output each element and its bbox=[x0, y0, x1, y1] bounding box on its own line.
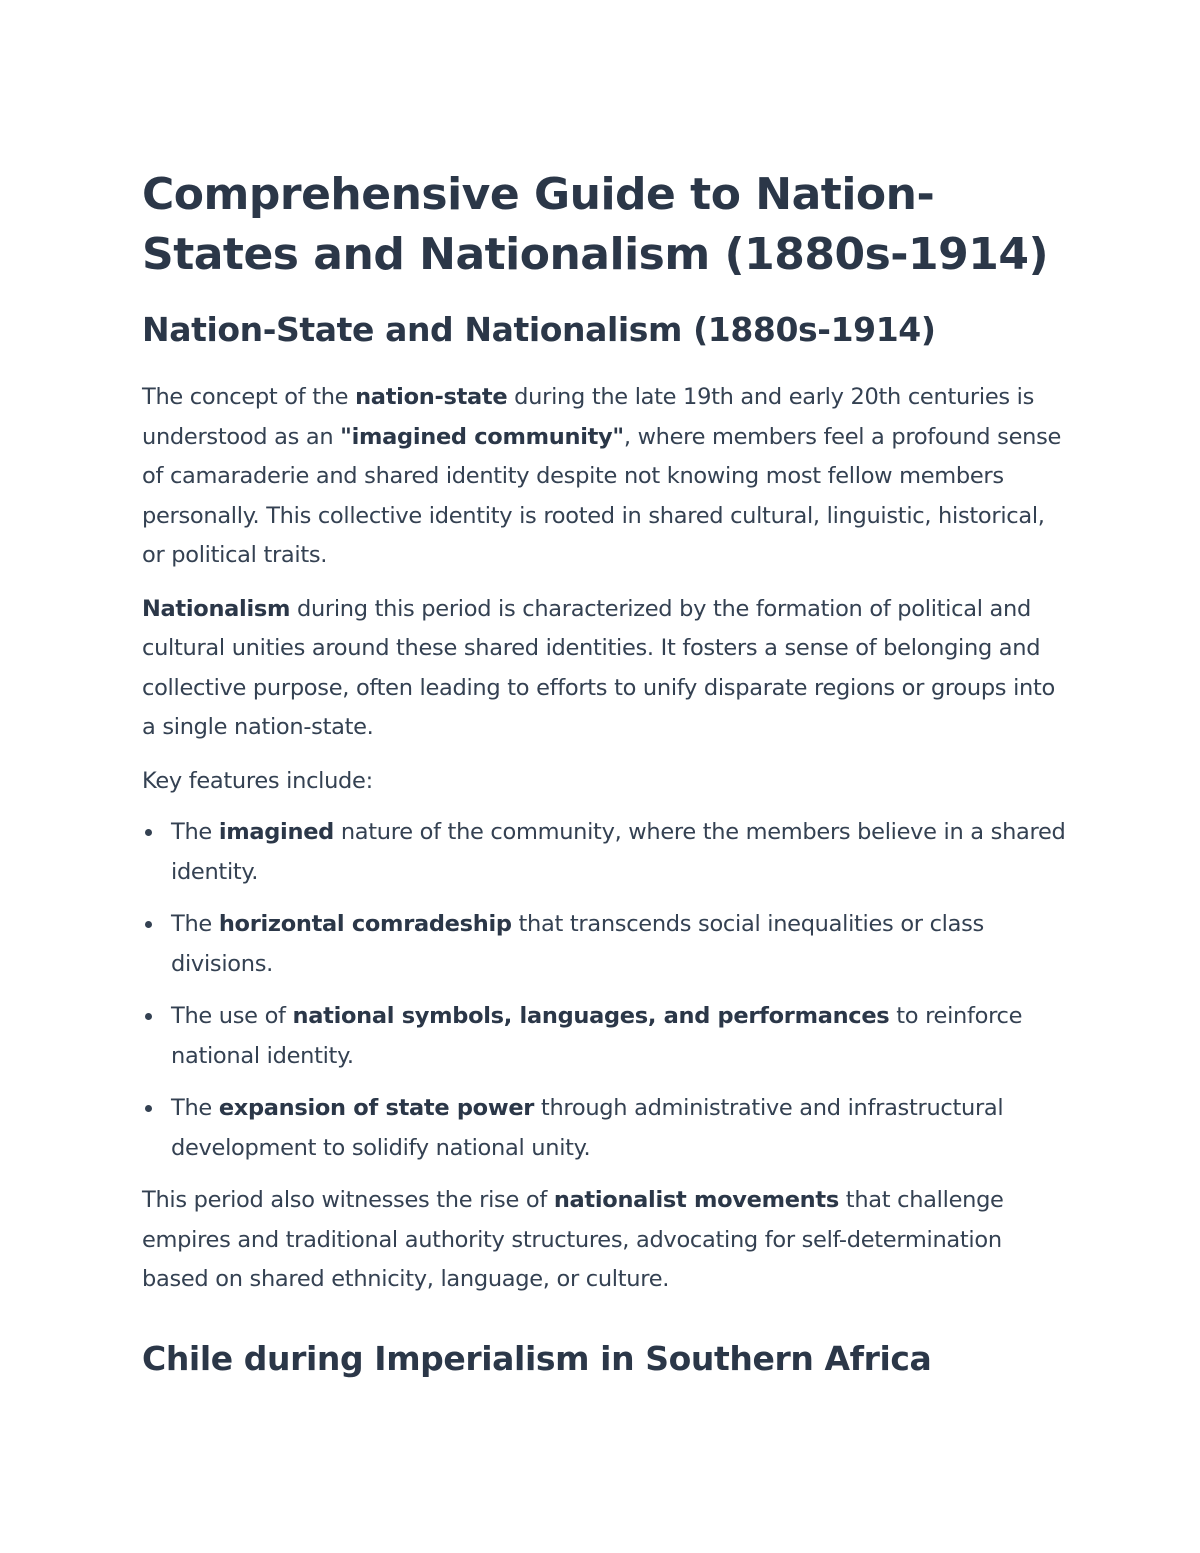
feature-text: through administrative and infrastructural development to solidify national unity. bbox=[171, 1095, 1004, 1161]
nationalism-paragraph bbox=[142, 590, 1067, 748]
list-item bbox=[142, 997, 1067, 1076]
intro-paragraph bbox=[142, 378, 1067, 576]
intro-text-1: The concept of the bbox=[142, 384, 356, 410]
bullet-icon bbox=[145, 1105, 152, 1112]
closing-text-2: that challenge empires and traditional authority structures, advocating for self-determination based on shared ethnicity, language, or culture. bbox=[142, 1187, 1004, 1292]
feature-text: The bbox=[171, 1095, 219, 1121]
feature-text: to reinforce national identity. bbox=[171, 1003, 1023, 1069]
document-title: Comprehensive Guide to Nation-States and Nationalism (1880s-1914) bbox=[142, 169, 1049, 280]
nationalism-text: during this period is characterized by the formation of political and cultural unities around these shared identities. It fosters a sense of belonging and collective purpose, often leading to efforts to unify disparate regions or groups into a single nation-state. bbox=[142, 595, 1055, 740]
list-item bbox=[142, 1089, 1067, 1168]
feature-bold: national symbols, languages, and performances bbox=[292, 1003, 890, 1029]
list-item bbox=[142, 813, 1067, 892]
key-features-label: Key features include: bbox=[142, 767, 373, 794]
closing-text-1: This period also witnesses the rise of bbox=[142, 1187, 554, 1213]
feature-text: The bbox=[171, 911, 219, 937]
nationalism-bold: Nationalism bbox=[142, 595, 291, 622]
feature-bold: expansion of state power bbox=[218, 1095, 535, 1121]
section-heading-chile: Chile during Imperialism in Southern Africa bbox=[142, 1338, 932, 1378]
bullet-icon bbox=[145, 1013, 152, 1020]
bullet-icon bbox=[145, 921, 152, 928]
feature-text: The bbox=[171, 819, 219, 845]
feature-text: that transcends social inequalities or class divisions. bbox=[171, 911, 984, 977]
closing-paragraph bbox=[142, 1181, 1067, 1300]
feature-bold: horizontal comradeship bbox=[218, 911, 512, 937]
section-heading-nation-state: Nation-State and Nationalism (1880s-1914) bbox=[142, 310, 936, 349]
intro-bold-imagined-community: "imagined community" bbox=[340, 423, 624, 450]
intro-text-3: , where members feel a profound sense of camaraderie and shared identity despite not knowing most fellow members personally. This collective identity is rooted in shared cultural, linguistic, historical, or political traits. bbox=[142, 423, 1062, 568]
feature-text: The use of bbox=[171, 1003, 293, 1029]
key-features-list bbox=[142, 813, 1067, 1168]
intro-text-2: during the late 19th and early 20th centuries is understood as an bbox=[142, 384, 1035, 450]
feature-bold: imagined bbox=[218, 819, 334, 845]
intro-bold-nation-state: nation-state bbox=[355, 384, 508, 410]
list-item bbox=[142, 905, 1067, 984]
document-page bbox=[142, 165, 1067, 1380]
closing-bold-nationalist-movements: nationalist movements bbox=[553, 1187, 839, 1213]
feature-text: nature of the community, where the members believe in a shared identity. bbox=[171, 819, 1066, 885]
bullet-icon bbox=[145, 829, 152, 836]
